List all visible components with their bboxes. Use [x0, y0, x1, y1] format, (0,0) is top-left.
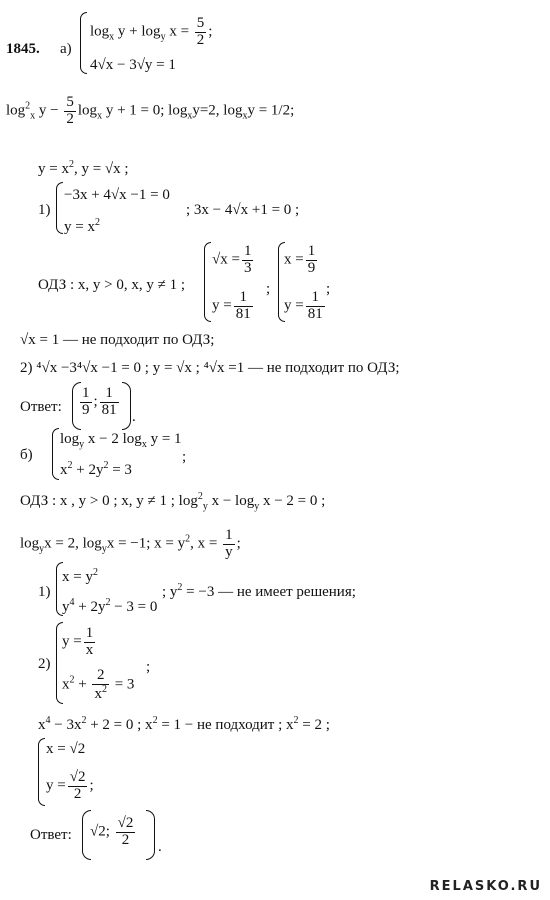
b-case2-label: 2) — [38, 656, 51, 672]
system-a-eq1: $\log_x y + \log_y x$ = $\frac{5}{2}$ ; — [90, 15, 213, 48]
b-case1-eq2: $y^4 + 2y^2 - 3 = 0$ — [62, 597, 158, 615]
answer-b-value: √2; $\frac{√2}{2}$ — [90, 815, 134, 848]
final-system-brace — [38, 738, 45, 806]
odz1-system2-eq1: x = $\frac{1}{9}$ — [284, 243, 316, 276]
case1-eq1: −3x + 4√x −1 = 0 — [64, 187, 170, 203]
system-b-tail: ; — [182, 449, 187, 465]
system-b-eq2: $x^2 + 2y^2 = 3$ — [60, 460, 132, 478]
b-case1-tail: ; $y^2 = -3$ — не имеет решения; — [162, 582, 356, 600]
b-case2-tail: ; — [146, 659, 151, 675]
b-case1-eq1: $x = y^2$ — [62, 567, 98, 585]
final-system-eq1: x = √2 — [46, 741, 86, 757]
odz1-system1-eq1: √x = $\frac{1}{3}$ — [212, 243, 252, 276]
odz1-system2-eq2: y = $\frac{1}{81}$ — [284, 289, 323, 322]
part-b-label: б) — [20, 447, 33, 463]
odz1-system1-brace — [204, 242, 211, 322]
answer-b-bracket-right — [146, 810, 155, 860]
system-a-brace — [80, 12, 87, 74]
answer-a-bracket-right — [122, 382, 131, 430]
case1-eq2: $y = x^2$ — [64, 217, 100, 235]
case1-label: 1) — [38, 202, 51, 218]
b-case2-eq1: y = $\frac{1}{x}$ — [62, 625, 94, 658]
system-a-eq2: 4√x − 3√y = 1 — [90, 57, 176, 73]
biquad-line: $x^4 - 3x^2 + 2 = 0$ ; $x^2 = 1$ − не подходит ; $x^2 = 2$ ; — [38, 715, 330, 733]
substitution-line: $y = x^2$, y = √x ; — [38, 159, 129, 177]
roots-b-line: $\log_yx = 2$, $\log_yx = -1$; $x = y^2$, x = $\frac{1}{y}$ ; — [20, 527, 241, 560]
b-case2-eq2: $x^2$ + $\frac{2}{x^2}$ = 3 — [62, 667, 135, 702]
answer-a-value: $\frac{1}{9}$ ; $\frac{1}{81}$ — [82, 385, 117, 418]
case1-brace — [56, 182, 63, 234]
problem-number: 1845. — [6, 41, 40, 57]
case1-tail: ; 3x − 4√x +1 = 0 ; — [186, 202, 300, 218]
odz2-line: ОДЗ : x , y > 0 ; x, y ≠ 1 ; $\log^2_y x - \log_y x - 2 = 0$ ; — [20, 491, 326, 512]
b-case1-label: 1) — [38, 584, 51, 600]
answer-b-tail: . — [158, 839, 162, 855]
log-quadratic-line: $\log^2_x y$ − $\frac{5}{2}$ $\log_x y + 1 = 0$; $\log_xy=2$, $\log_xy = 1/2$; — [6, 94, 295, 127]
odz1-system1-eq2: y = $\frac{1}{81}$ — [212, 289, 251, 322]
final-system-eq2: y = $\frac{√2}{2}$ ; — [46, 769, 94, 802]
odz1-sep2: ; — [326, 281, 331, 297]
part-a-label: а) — [60, 41, 72, 57]
answer-a-tail: . — [132, 409, 136, 425]
watermark: RELASKO.RU — [429, 879, 542, 894]
case2-line: 2) ⁴√x −3⁴√x −1 = 0 ; y = √x ; ⁴√x =1 — не подходит по ОДЗ; — [20, 360, 400, 376]
system-b-brace — [52, 428, 59, 480]
answer-a-label: Ответ: — [20, 399, 62, 415]
odz1-line: ОДЗ : x, y > 0, x, y ≠ 1 ; — [38, 277, 185, 293]
system-b-eq1: $\log_y x - 2$ $\log_x y = 1$ — [60, 431, 182, 450]
odz1-sep: ; — [266, 281, 271, 297]
not-fit-line-1: √x = 1 — не подходит по ОДЗ; — [20, 332, 215, 348]
answer-b-label: Ответ: — [30, 827, 72, 843]
